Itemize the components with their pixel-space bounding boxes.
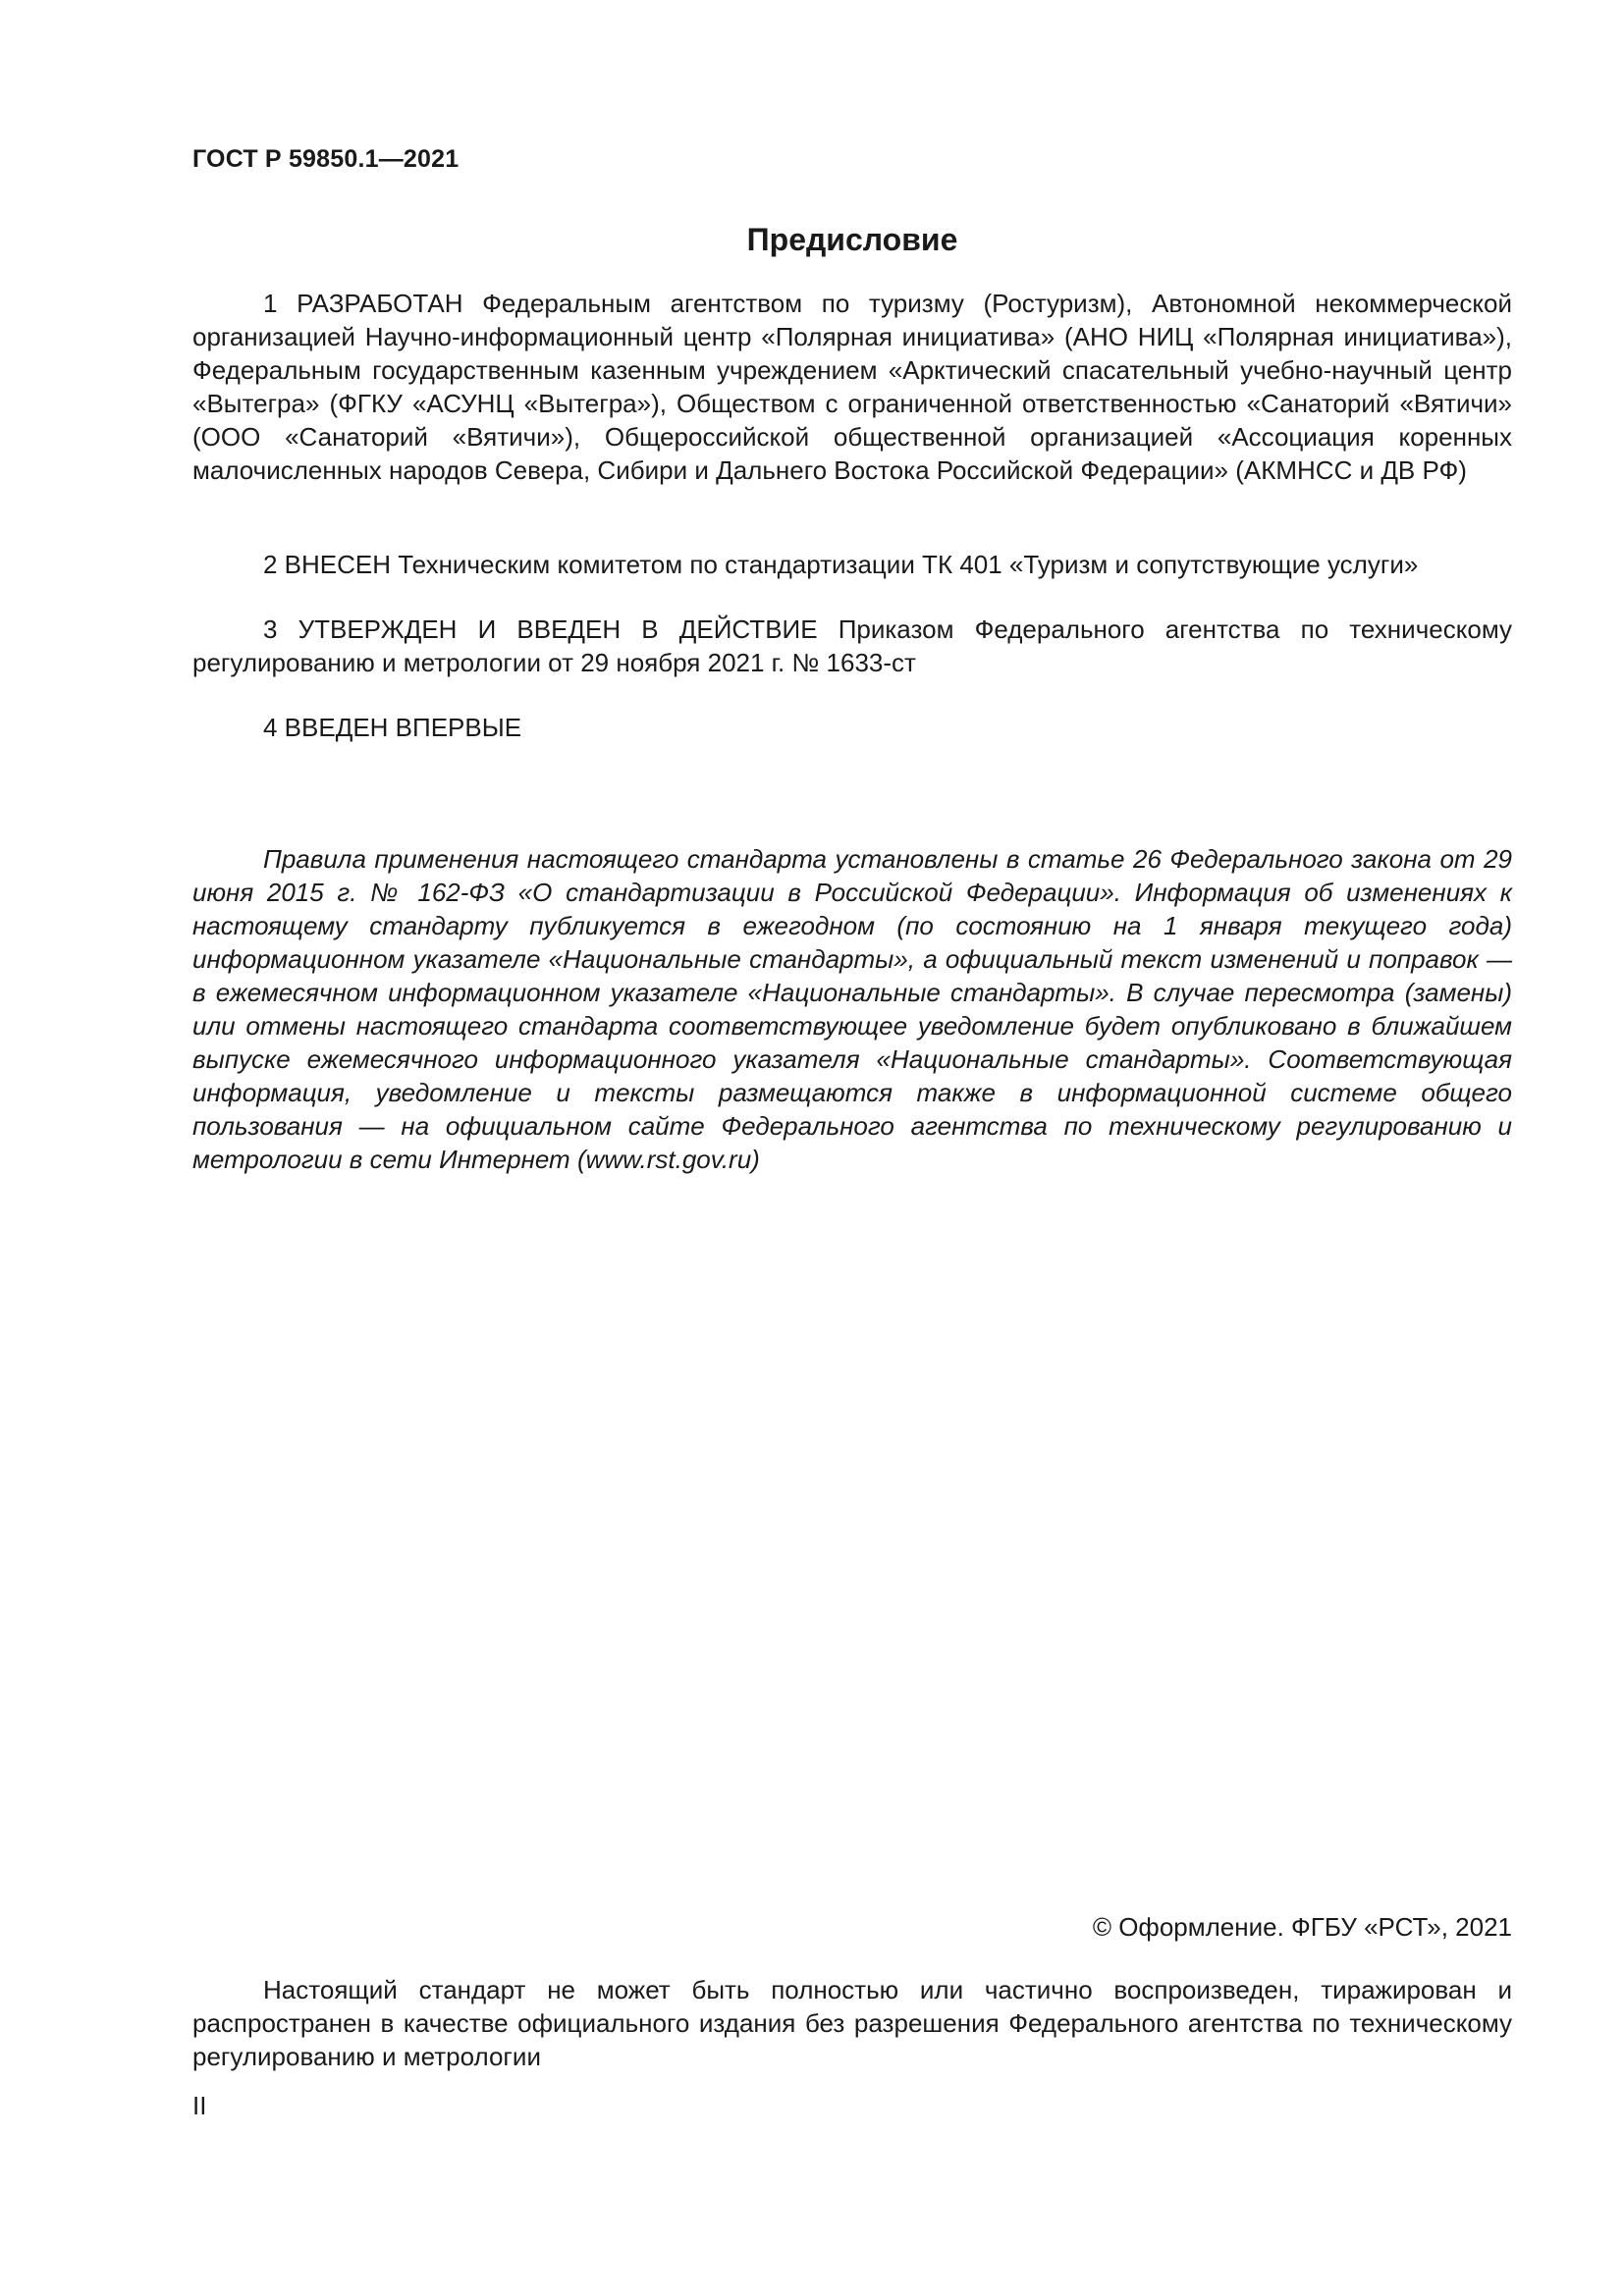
foreword-item-introduced: 2 ВНЕСЕН Техническим комитетом по стандартизации ТК 401 «Туризм и сопутствующие услуги» bbox=[263, 550, 1419, 579]
reproduction-notice: Настоящий стандарт не может быть полностью или частично воспроизведен, тиражирован и распространен в качестве официального издания без разрешения Федерального агентства по техническому регулированию и метрологии bbox=[192, 1975, 1512, 2071]
page-number: II bbox=[192, 2091, 207, 2120]
foreword-item-approved: 3 УТВЕРЖДЕН И ВВЕДЕН В ДЕЙСТВИЕ Приказом Федерального агентства по техническому регулированию и метрологии от 29 ноября 2021 г. № 1633-ст bbox=[192, 614, 1512, 677]
standard-code-header: ГОСТ Р 59850.1—2021 bbox=[192, 145, 460, 173]
application-rules-note: Правила применения настоящего стандарта установлены в статье 26 Федерального закона от 29 июня 2015 г. № 162-ФЗ «О стандартизации в Российской Федерации». Информация об изменениях к настоящему стандарту публикуется в ежегодном (по состоянию на 1 января текущего года) информационном указателе «Национальные стандарты», а официальный текст изменений и поправок — в ежемесячном информационном указателе «Национальные стандарты». В случае пересмотра (замены) или отмены настоящего стандарта соответствующее уведомление будет опубликовано в ближайшем выпуске ежемесячного информационного указателя «Национальные стандарты». Соответствующая информация, уведомление и тексты размещаются также в информационной системе общего пользования — на официальном сайте Федерального агентства по техническому регулированию и метрологии в сети Интернет (www.rst.gov.ru) bbox=[192, 844, 1512, 1174]
foreword-item-developed: 1 РАЗРАБОТАН Федеральным агентством по туризму (Ростуризм), Автономной некоммерческой организацией Научно-информационный центр «Полярная инициатива» (АНО НИЦ «Полярная инициатива»), Федеральным государственным казенным учреждением «Арктический спасательный учебно-научный центр «Вытегра» (ФГКУ «АСУНЦ «Вытегра»), Обществом с ограниченной ответственностью «Санаторий «Вятичи» (ООО «Санаторий «Вятичи»), Общероссийской общественной организацией «Ассоциация коренных малочисленных народов Севера, Сибири и Дальнего Востока Российской Федерации» (АКМНСС и ДВ РФ) bbox=[192, 289, 1512, 485]
copyright-line: © Оформление. ФГБУ «РСТ», 2021 bbox=[1092, 1912, 1512, 1942]
foreword-item-first-introduced: 4 ВВЕДЕН ВПЕРВЫЕ bbox=[263, 713, 522, 742]
page-title: Предисловие bbox=[746, 222, 958, 257]
